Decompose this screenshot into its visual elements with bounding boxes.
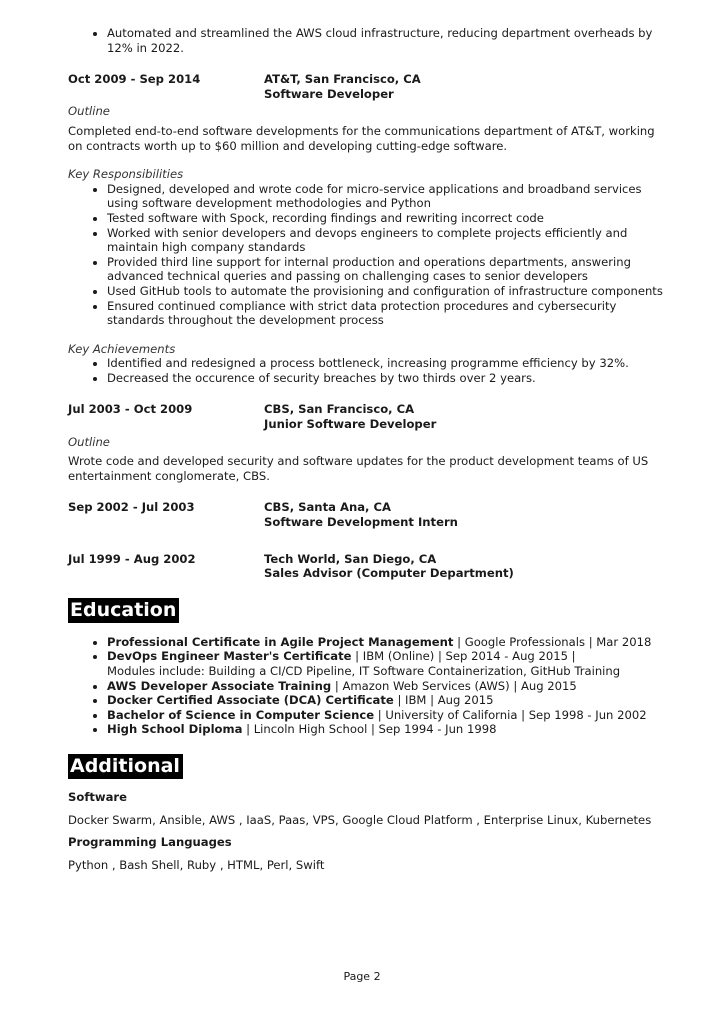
job-company: CBS, Santa Ana, CA xyxy=(264,500,391,515)
job-entry xyxy=(68,72,668,385)
previous-job-bullets xyxy=(68,26,668,55)
section-heading: Additional xyxy=(68,754,183,779)
education-detail: | Lincoln High School | Sep 1994 - Jun 1998 xyxy=(242,722,497,737)
education-detail: | IBM | Aug 2015 xyxy=(393,693,494,708)
education-detail: | Google Professionals | Mar 2018 xyxy=(453,634,652,649)
list-item: • Provided third line support for internal production and operations departments, answering advanced technical queries and passing on challenging cases to senior developers xyxy=(107,255,668,284)
list-item: • Identified and redesigned a process bottleneck, increasing programme efficiency by 32%. xyxy=(107,356,668,371)
list-item: • Decreased the occurence of security breaches by two thirds over 2 years. xyxy=(107,371,668,386)
list-item: • Used GitHub tools to automate the provisioning and configuration of infrastructure components xyxy=(107,284,668,299)
list-item: • Ensured continued compliance with strict data protection procedures and cybersecurity standards throughout the development process xyxy=(107,299,668,328)
additional-section xyxy=(68,754,668,872)
education-detail: | Amazon Web Services (AWS) | Aug 2015 xyxy=(331,678,577,693)
job-dates: Sep 2002 - Jul 2003 xyxy=(68,500,195,515)
job-entry xyxy=(68,552,668,581)
job-dates: Jul 2003 - Oct 2009 xyxy=(68,402,193,417)
job-company: CBS, San Francisco, CA xyxy=(264,402,415,417)
page-number: Page 2 xyxy=(343,970,381,983)
education-detail: | University of California | Sep 1998 - Jun 2002 xyxy=(374,707,647,722)
list-item: • Tested software with Spock, recording findings and rewriting incorrect code xyxy=(107,211,668,226)
job-dates: Oct 2009 - Sep 2014 xyxy=(68,72,201,87)
education-name: Professional Certificate in Agile Project Management xyxy=(107,634,454,649)
section-heading: Education xyxy=(68,598,179,623)
list-item: • Worked with senior developers and devops engineers to complete projects efficiently and maintain high company standards xyxy=(107,226,668,255)
list-item xyxy=(107,635,668,650)
list-item: • Automated and streamlined the AWS cloud infrastructure, reducing department overheads by 12% in 2022. xyxy=(107,26,668,55)
outline-text: Wrote code and developed security and software updates for the product development teams of US entertainment conglomerate, CBS. xyxy=(68,454,649,483)
outline-label: Outline xyxy=(68,104,110,119)
education-name: DevOps Engineer Master's Certificate xyxy=(107,649,352,664)
job-entry xyxy=(68,402,668,483)
education-name: Docker Certified Associate (DCA) Certificate xyxy=(107,693,394,708)
resume-page xyxy=(68,26,668,872)
education-name: AWS Developer Associate Training xyxy=(107,678,332,693)
education-section xyxy=(68,598,668,737)
list-item xyxy=(107,649,668,678)
job-dates: Jul 1999 - Aug 2002 xyxy=(68,551,196,566)
achievements-list xyxy=(68,356,668,385)
list-item xyxy=(107,693,668,708)
education-name: Bachelor of Science in Computer Science xyxy=(107,707,375,722)
education-name: High School Diploma xyxy=(107,722,243,737)
list-item xyxy=(107,708,668,723)
outline-label: Outline xyxy=(68,434,110,449)
list-item xyxy=(107,722,668,737)
job-entry xyxy=(68,500,668,529)
job-title: Software Development Intern xyxy=(264,515,458,530)
education-list xyxy=(68,635,668,737)
job-title: Junior Software Developer xyxy=(264,417,437,432)
list-item: • Designed, developed and wrote code for micro-service applications and broadband services using software development methodologies and Python xyxy=(107,182,668,211)
responsibilities-list xyxy=(68,182,668,328)
job-company: AT&T, San Francisco, CA xyxy=(264,72,421,87)
languages-label: Programming Languages xyxy=(68,835,232,850)
achievements-label: Key Achievements xyxy=(68,341,176,356)
job-company: Tech World, San Diego, CA xyxy=(264,551,437,566)
languages-text: Python , Bash Shell, Ruby , HTML, Perl, Swift xyxy=(68,857,325,872)
outline-text: Completed end-to-end software developments for the communications department of AT&T, working on contracts worth up to $60 million and developing cutting-edge software. xyxy=(68,123,655,153)
software-text: Docker Swarm, Ansible, AWS , IaaS, Paas, VPS, Google Cloud Platform , Enterprise Linux, Kubernetes xyxy=(68,812,652,827)
job-title: Sales Advisor (Computer Department) xyxy=(264,566,514,581)
education-modules: Modules include: Building a CI/CD Pipeline, IT Software Containerization, GitHub Training xyxy=(107,664,621,678)
job-title: Software Developer xyxy=(264,86,394,101)
list-item xyxy=(107,679,668,694)
responsibilities-label: Key Responsibilities xyxy=(68,167,184,182)
software-label: Software xyxy=(68,789,128,804)
education-detail: | IBM (Online) | Sep 2014 - Aug 2015 | xyxy=(351,649,576,664)
